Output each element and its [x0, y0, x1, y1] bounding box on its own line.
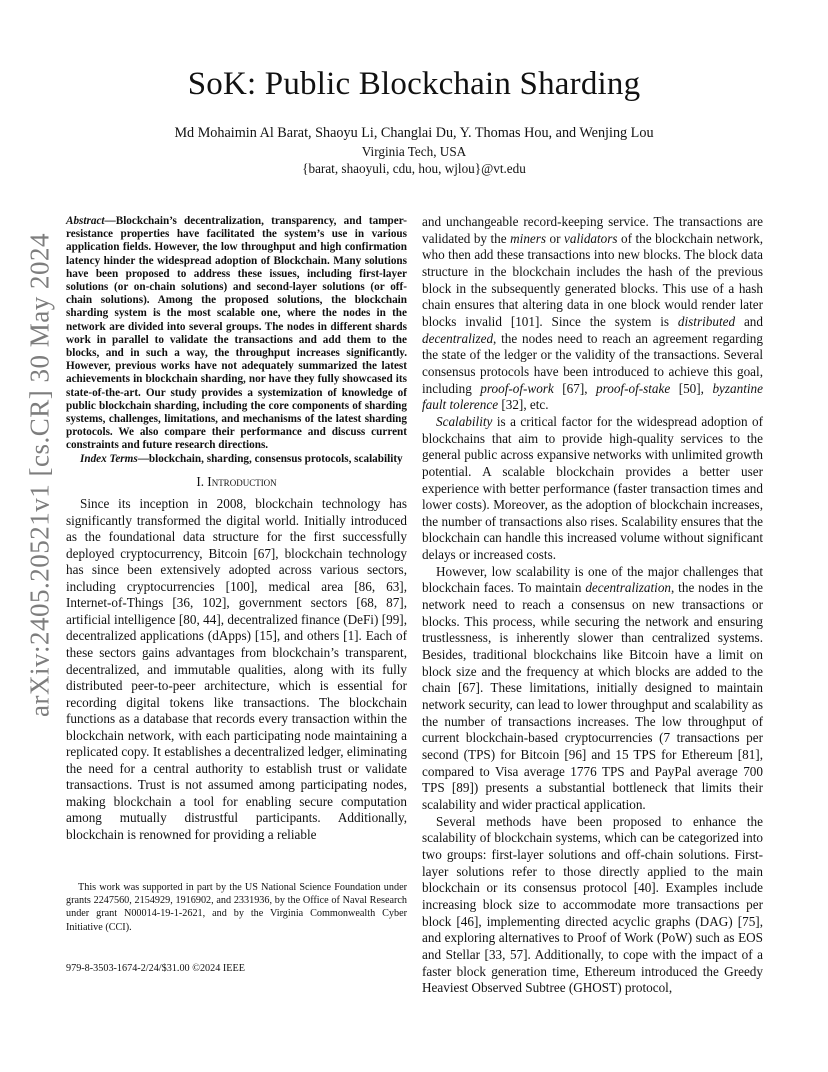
text-run: [67], — [553, 380, 596, 396]
term-miners: miners — [510, 230, 547, 246]
paragraph-low-scalability — [422, 564, 763, 814]
index-terms-text: —blockchain, sharding, consensus protocols, scalability — [137, 452, 403, 465]
paragraph-consensus — [422, 214, 763, 414]
term-proof-of-stake: proof-of-stake — [596, 380, 671, 396]
right-column — [422, 214, 763, 997]
term-bft: byzantine fault tolerence — [422, 380, 763, 413]
author-list: Md Mohaimin Al Barat, Shaoyu Li, Changlai Du, Y. Thomas Hou, and Wenjing Lou — [174, 125, 654, 141]
term-distributed: distributed — [677, 313, 736, 329]
term-proof-of-work: proof-of-work — [480, 380, 554, 396]
text-run: [32], etc. — [498, 397, 549, 413]
text-run: or — [546, 230, 565, 246]
intro-body — [66, 496, 407, 843]
copyright-line: 979-8-3503-1674-2/24/$31.00 ©2024 IEEE — [66, 963, 245, 974]
text-run: of the blockchain network, who then add these transactions into new blocks. The block data structure in the blockchain includes the hash of the previous block in the subsequently generated blocks. This use of a hash chain ensures that altering data in one block would render later blocks invalid [101]. Since the system is — [422, 230, 763, 329]
paragraph-methods: Several methods have been proposed to enhance the scalability of blockchain systems, which can be categorized into two groups: first-layer solutions and off-chain solutions. First-layer solutions refer to those directly applied to the main blockchain or its consensus protocol [40]. Examples include increasing block size to accommodate more transactions per block [46], implementing directed acyclic graphs (DAG) [75], and exploring alternatives to Proof of Work (PoW) such as EOS and Stellar [33, 57]. Additionally, to cope with the impact of a faster block generation time, Ethereum introduced the Greedy Heaviest Observed Subtree (GHOST) protocol, — [422, 813, 763, 996]
affiliation: Virginia Tech, USA — [361, 144, 467, 159]
author-emails: {barat, shaoyuli, cdu, hou, wjlou}@vt.edu — [302, 161, 526, 176]
paper-title: SoK: Public Blockchain Sharding — [187, 66, 641, 102]
text-run: However, low scalability is one of the major challenges that blockchain faces. To maintain — [422, 563, 763, 596]
index-terms — [66, 453, 407, 466]
term-decentralized: decentralized — [422, 330, 494, 346]
text-run: and — [735, 313, 763, 329]
term-validators: validators — [564, 230, 618, 246]
paragraph-scalability — [422, 414, 763, 564]
abstract-text: —Blockchain’s decentralization, transparency, and tamper-resistance properties have facilitated the system’s use in various application fields. However, the low throughput and high confirmation latency hinder the widespread adoption of Blockchain. Many solutions have been proposed to address these issues, including first-layer solutions (or on-chain solutions) and second-layer solutions (or off-chain solutions). Among the proposed solutions, the blockchain sharding system is the most scalable one, where the nodes in the network are divided into several groups. The nodes in different shards work in parallel to validate the transactions and add them to the blocks, and in such a way, the throughput increases significantly. However, previous works have not adequately summarized the latest achievements in blockchain sharding, nor have they fully showcased its state-of-the-art. Our study provides a systemization of knowledge of public blockchain sharding, including the core components of sharding systems, challenges, limitations, and mechanisms of the latest sharding protocols. We also compare their performance and discuss current constraints and future research directions. — [66, 215, 407, 452]
text-run: and unchangeable record-keeping service. The transactions are validated by the — [422, 214, 763, 246]
term-decentralization: decentralization — [585, 580, 672, 596]
text-run: [50], — [670, 380, 713, 396]
term-scalability: Scalability — [436, 413, 493, 429]
left-column — [66, 215, 407, 844]
text-run: is a critical factor for the widespread adoption of blockchains that aim to provide high-quality services to the general public across expansive networks with unlimited growth potential. A scalable blockchain provides a better user experience with better performance (faster transaction times and lower costs). Moreover, as the adoption of blockchain increases, the number of transactions also rises. Scalability ensures that the blockchain can handle this increased volume without significant delays or increased costs. — [422, 413, 763, 563]
funding-footnote: This work was supported in part by the US National Science Foundation under grants 2247560, 2154929, 1916902, and 2331936, by the Office of Naval Research under grant N00014-19-1-2621, and by the Virginia Commonwealth Cyber Initiative (CCI). — [66, 882, 407, 933]
index-terms-lead: Index Terms — [80, 452, 138, 465]
arxiv-stamp: arXiv:2405.20521v1 [cs.CR] 30 May 2024 — [24, 233, 55, 717]
abstract-lead: Abstract — [66, 215, 105, 227]
text-run: , the nodes in the network need to reach a consensus on new transactions or blocks. This process, while securing the network and ensuring trustlessness, is inherently slower than centralized systems. Besides, traditional blockchains like Bitcoin have a limit on block size and the frequency at which blocks are added to the chain [67]. These limitations, initially designed to maintain network security, can lead to lower throughput and scalability as the number of transactions increases. The low throughput of current blockchain-based cryptocurrencies (7 transactions per second (TPS) for Bitcoin [96] and 15 TPS for Ethereum [81], compared to Visa average 1776 TPS and PayPal average 700 TPS [89]) presents a substantial bottleneck that limits their scalability and wider practical application. — [422, 580, 764, 812]
text-run: , the nodes need to reach an agreement regarding the state of the ledger or the validity of the transactions. Several consensus protocols have been introduced to achieve this goal, including — [422, 330, 763, 396]
abstract — [66, 215, 407, 453]
section-heading: I. Introduction — [196, 473, 277, 489]
intro-paragraph: Since its inception in 2008, blockchain technology has significantly transformed the digital world. Initially introduced as the foundational data structure for the first successfully deployed cryptocurrency, Bitcoin [67], blockchain technology has since been extensively adopted across various sectors, including cryptocurrencies [100], medical area [86, 63], Internet-of-Things [36, 102], government sectors [68, 87], artificial intelligence [80, 44], decentralized finance (DeFi) [99], decentralized applications (dApps) [15], and others [1]. Each of these sectors gains advantages from blockchain’s transparent, decentralized, and immutable qualities, along with its fully distributed peer-to-peer architecture, which is essential for recording digital tokens like transactions. The blockchain functions as a database that records every transaction within the blockchain network, with each participating node maintaining a replicated copy. It establishes a decentralized ledger, eliminating the need for a central authority to establish trust or validate transactions. Trust is not assumed among participating nodes, making blockchain a tool for enabling secure computation among mutually distrustful participants. Additionally, blockchain is renowned for providing a reliable — [66, 496, 407, 842]
